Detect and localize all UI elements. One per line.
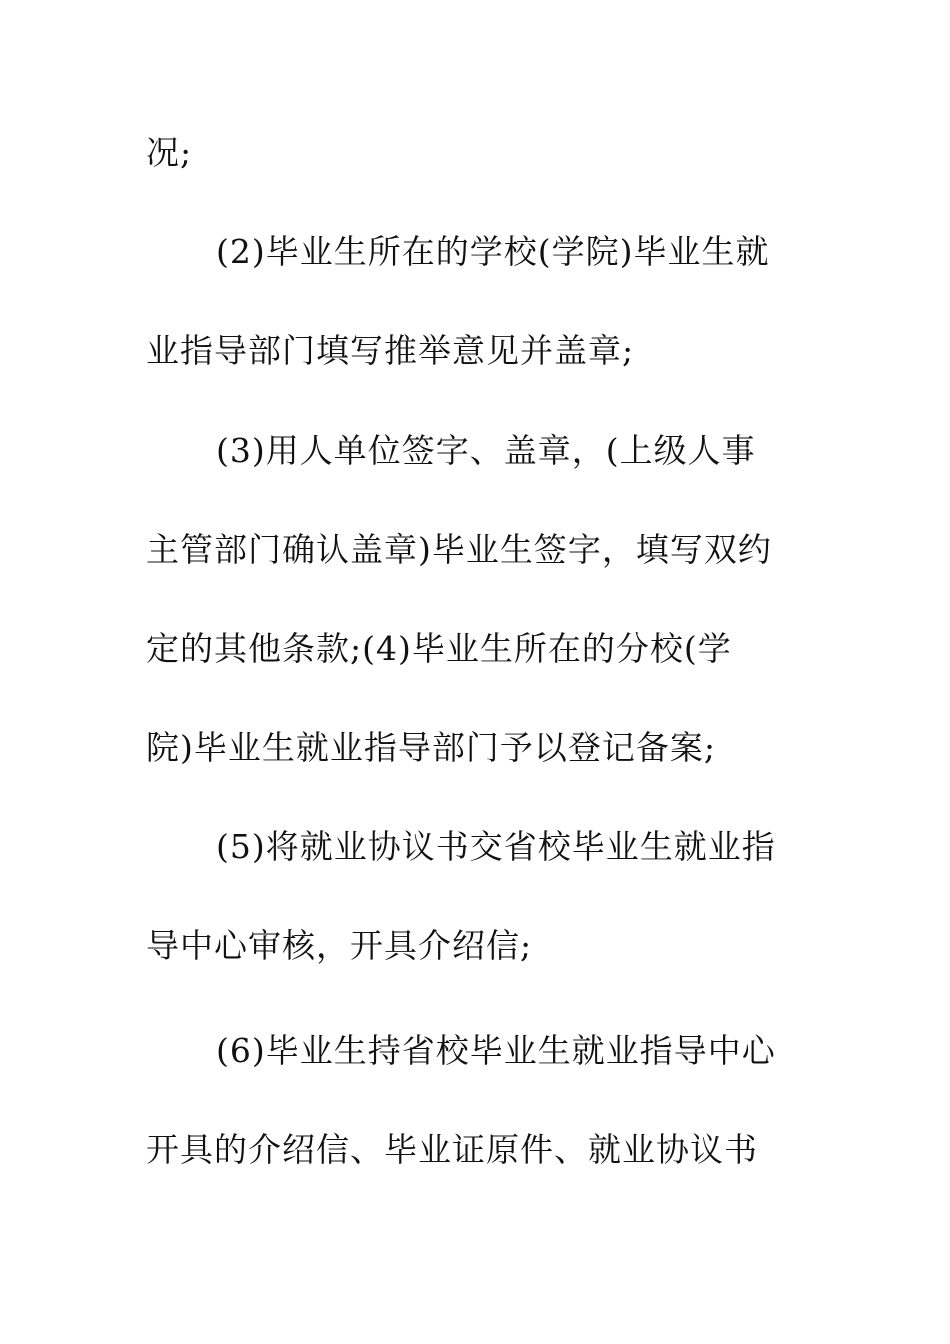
text-line-10: (6)毕业生持省校毕业生就业指导中心 xyxy=(216,1031,776,1070)
text-line-2: (2)毕业生所在的学校(学院)毕业生就 xyxy=(216,232,770,271)
text-line-4: (3)用人单位签字、盖章，(上级人事 xyxy=(216,431,756,470)
text-line-11: 开具的介绍信、毕业证原件、就业协议书 xyxy=(146,1130,758,1169)
text-line-9: 导中心审核，开具介绍信; xyxy=(146,926,533,965)
text-line-8: (5)将就业协议书交省校毕业生就业指 xyxy=(216,827,776,866)
text-line-5: 主管部门确认盖章)毕业生签字，填写双约 xyxy=(146,530,772,569)
text-line-3: 业指导部门填写推举意见并盖章; xyxy=(146,331,635,370)
text-line-6: 定的其他条款;(4)毕业生所在的分校(学 xyxy=(146,629,732,668)
text-line-1: 况; xyxy=(146,133,193,172)
text-line-7: 院)毕业生就业指导部门予以登记备案; xyxy=(146,728,716,767)
